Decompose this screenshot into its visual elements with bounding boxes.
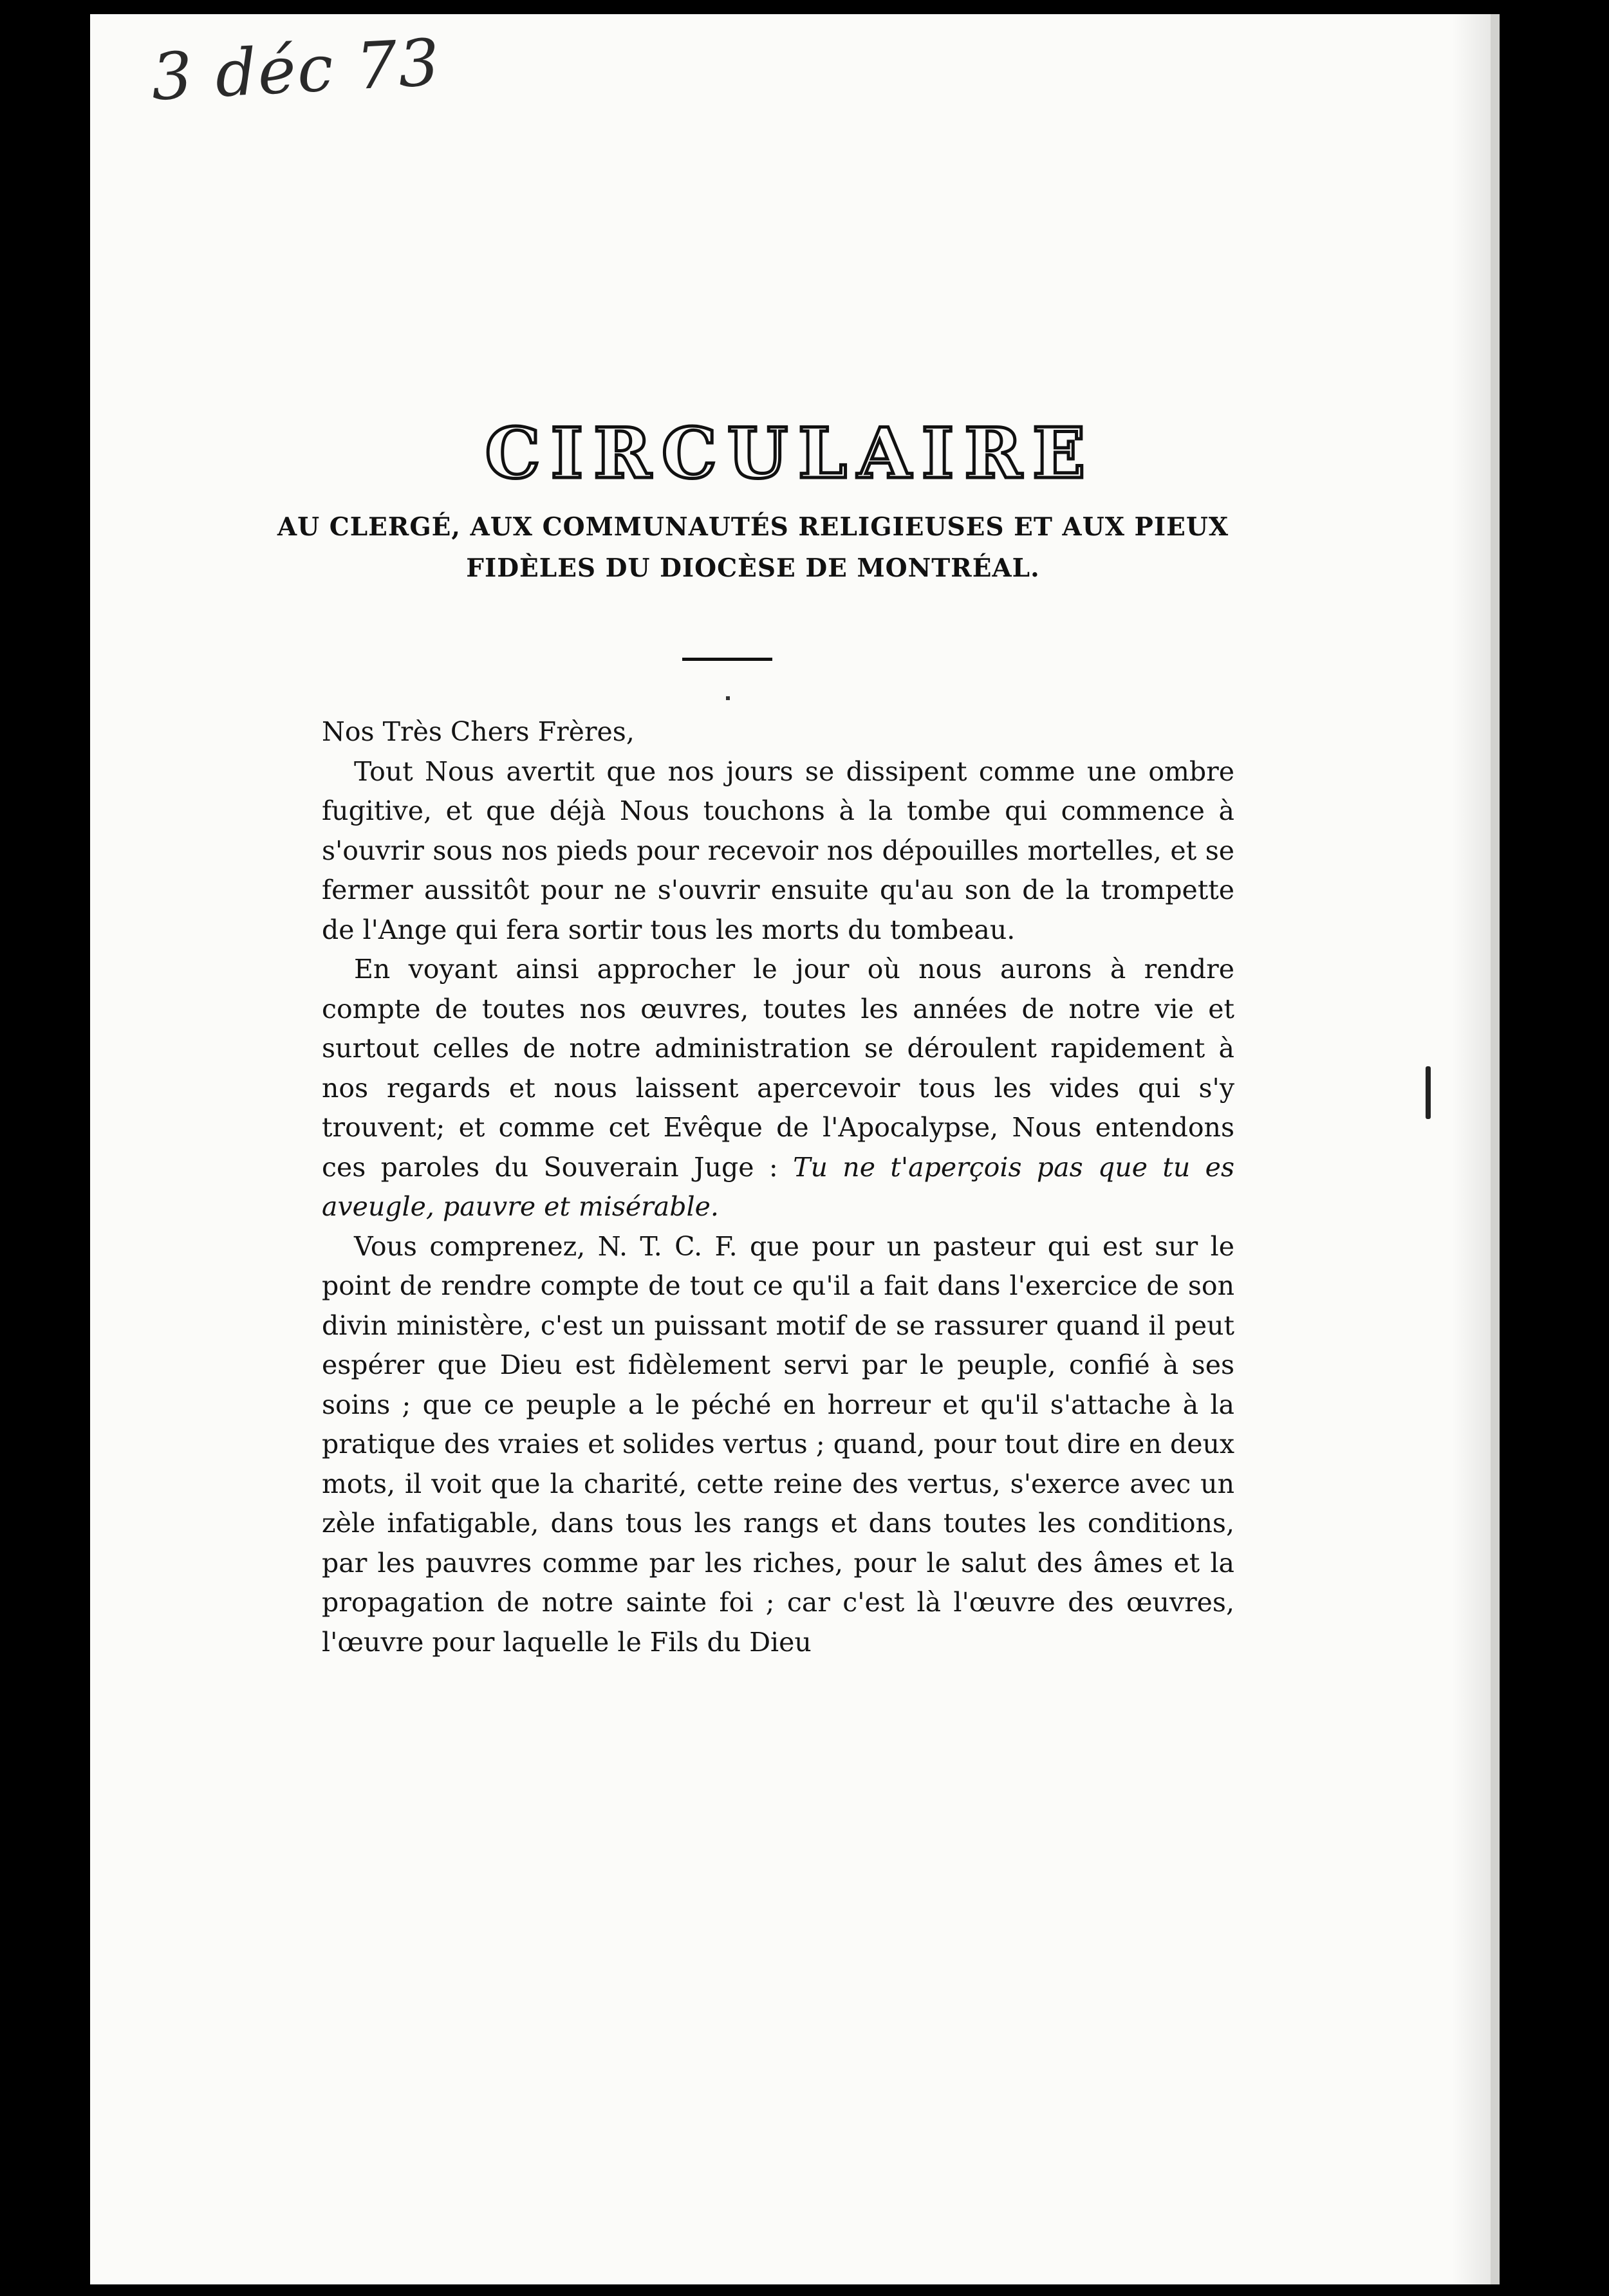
paragraph-3: Vous comprenez, N. T. C. F. que pour un pasteur qui est sur le point de rendre compte de tout ce qu'il a fait dans l'exercice de son divin ministère, c'est un puissant motif de se rassurer quand il peut espérer que Dieu est fidèlement servi par le peuple, confié à ses soins ; que ce peuple a le péché en horreur et qu'il s'attache à la pratique des vraies et solides vertus ; quand, pour tout dire en deux mots, il voit que la charité, cette reine des vertus, s'exerce avec un zèle infatigable, dans tous les rangs et dans toutes les conditions, par les pauvres comme par les riches, pour le salut des âmes et la propagation de notre sainte foi ; car c'est là l'œuvre des œuvres, l'œuvre pour laquelle le Fils du Dieu xyxy=(322,1230,1234,1658)
paragraph-2 xyxy=(322,950,1234,1227)
document-page xyxy=(90,14,1500,2284)
divider-dot xyxy=(726,696,730,700)
subtitle-line-2: FIDÈLES DU DIOCÈSE DE MONTRÉAL. xyxy=(466,553,1040,583)
document-subtitle xyxy=(206,506,1300,589)
document-title: CIRCULAIRE xyxy=(485,413,1096,494)
title-divider xyxy=(682,658,772,661)
paragraph-1: Tout Nous avertit que nos jours se dissipent comme une ombre fugitive, et que déjà Nous touchons à la tombe qui commence à s'ouvrir sous nos pieds pour recevoir nos dépouilles mortelles, et se fermer aussitôt pour ne s'ouvrir ensuite qu'au son de la trompette de l'Ange qui fera sortir tous les morts du tombeau. xyxy=(322,755,1234,945)
paragraph-2-quote: Tu ne t'aperçois pas que tu es aveugle, pauvre et misérable. xyxy=(322,1151,1234,1222)
paragraph-2-text: En voyant ainsi approcher le jour où nous aurons à rendre compte de toutes nos œuvres, toutes les années de notre vie et surtout celles de notre administration se déroulent rapidement à nos regards et nous laissent apercevoir tous les vides qui s'y trouvent; et comme cet Evêque de l'Apocalypse, Nous entendons ces paroles du Souverain Juge : xyxy=(322,954,1234,1183)
subtitle-line-1: AU CLERGÉ, AUX COMMUNAUTÉS RELIGIEUSES ET AUX PIEUX xyxy=(277,512,1229,542)
page-edge-shadow xyxy=(1452,14,1491,2284)
salutation: Nos Très Chers Frères, xyxy=(322,716,635,747)
margin-mark xyxy=(1426,1066,1431,1119)
handwritten-date: 3 déc 73 xyxy=(149,24,443,115)
document-body xyxy=(322,712,1234,1662)
